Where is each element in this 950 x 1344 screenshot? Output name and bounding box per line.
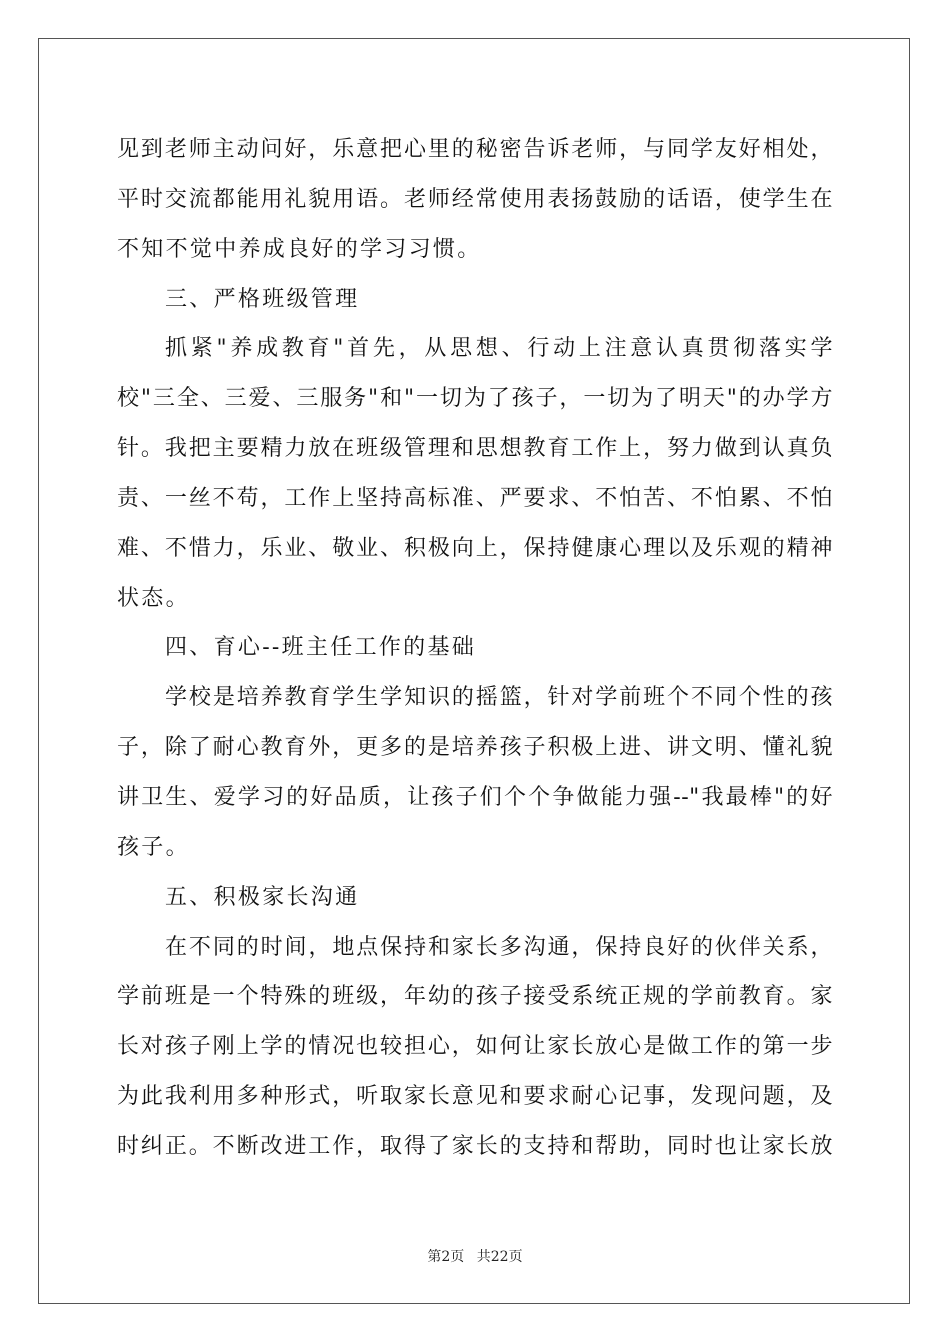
paragraph-line: 讲卫生、爱学习的好品质，让孩子们个个争做能力强--"我最棒"的好 bbox=[117, 784, 833, 810]
paragraph-line: 在不同的时间，地点保持和家长多沟通，保持良好的伙伴关系， bbox=[165, 934, 833, 960]
paragraph-line: 学校是培养教育学生学知识的摇篮，针对学前班个不同个性的孩 bbox=[165, 685, 833, 711]
section-heading: 三、严格班级管理 bbox=[165, 286, 360, 312]
paragraph-line: 见到老师主动问好，乐意把心里的秘密告诉老师，与同学友好相处， bbox=[117, 137, 833, 162]
paragraph-line: 学前班是一个特殊的班级，年幼的孩子接受系统正规的学前教育。家 bbox=[117, 984, 833, 1010]
paragraph-line: 平时交流都能用礼貌用语。老师经常使用表扬鼓励的话语，使学生在 bbox=[117, 186, 833, 212]
paragraph-line: 责、一丝不苟，工作上坚持高标准、严要求、不怕苦、不怕累、不怕 bbox=[117, 485, 833, 511]
paragraph-line: 孩子。 bbox=[117, 834, 190, 860]
page-total: 共22页 bbox=[476, 1249, 523, 1265]
paragraph-line: 针。我把主要精力放在班级管理和思想教育工作上，努力做到认真负 bbox=[117, 436, 833, 462]
page-number: 第2页 bbox=[427, 1249, 465, 1265]
paragraph-line: 抓紧"养成教育"首先，从思想、行动上注意认真贯彻落实学 bbox=[165, 336, 833, 362]
paragraph-line: 为此我利用多种形式，听取家长意见和要求耐心记事，发现问题，及 bbox=[117, 1084, 833, 1110]
paragraph-line: 校"三全、三爱、三服务"和"一切为了孩子，一切为了明天"的办学方 bbox=[117, 386, 833, 412]
paragraph-line: 长对孩子刚上学的情况也较担心，如何让家长放心是做工作的第一步 bbox=[117, 1034, 833, 1060]
paragraph-line: 不知不觉中养成良好的学习习惯。 bbox=[117, 236, 482, 262]
section-heading: 五、积极家长沟通 bbox=[165, 884, 360, 910]
paragraph-line: 子，除了耐心教育外，更多的是培养孩子积极上进、讲文明、懂礼貌 bbox=[117, 735, 833, 761]
paragraph-line: 时纠正。不断改进工作，取得了家长的支持和帮助，同时也让家长放 bbox=[117, 1133, 833, 1159]
page-footer bbox=[0, 1246, 950, 1266]
document-body bbox=[117, 125, 833, 1172]
section-heading: 四、育心--班主任工作的基础 bbox=[165, 635, 477, 661]
paragraph-line: 状态。 bbox=[117, 585, 190, 611]
paragraph-line: 难、不惜力，乐业、敬业、积极向上，保持健康心理以及乐观的精神 bbox=[117, 535, 833, 561]
